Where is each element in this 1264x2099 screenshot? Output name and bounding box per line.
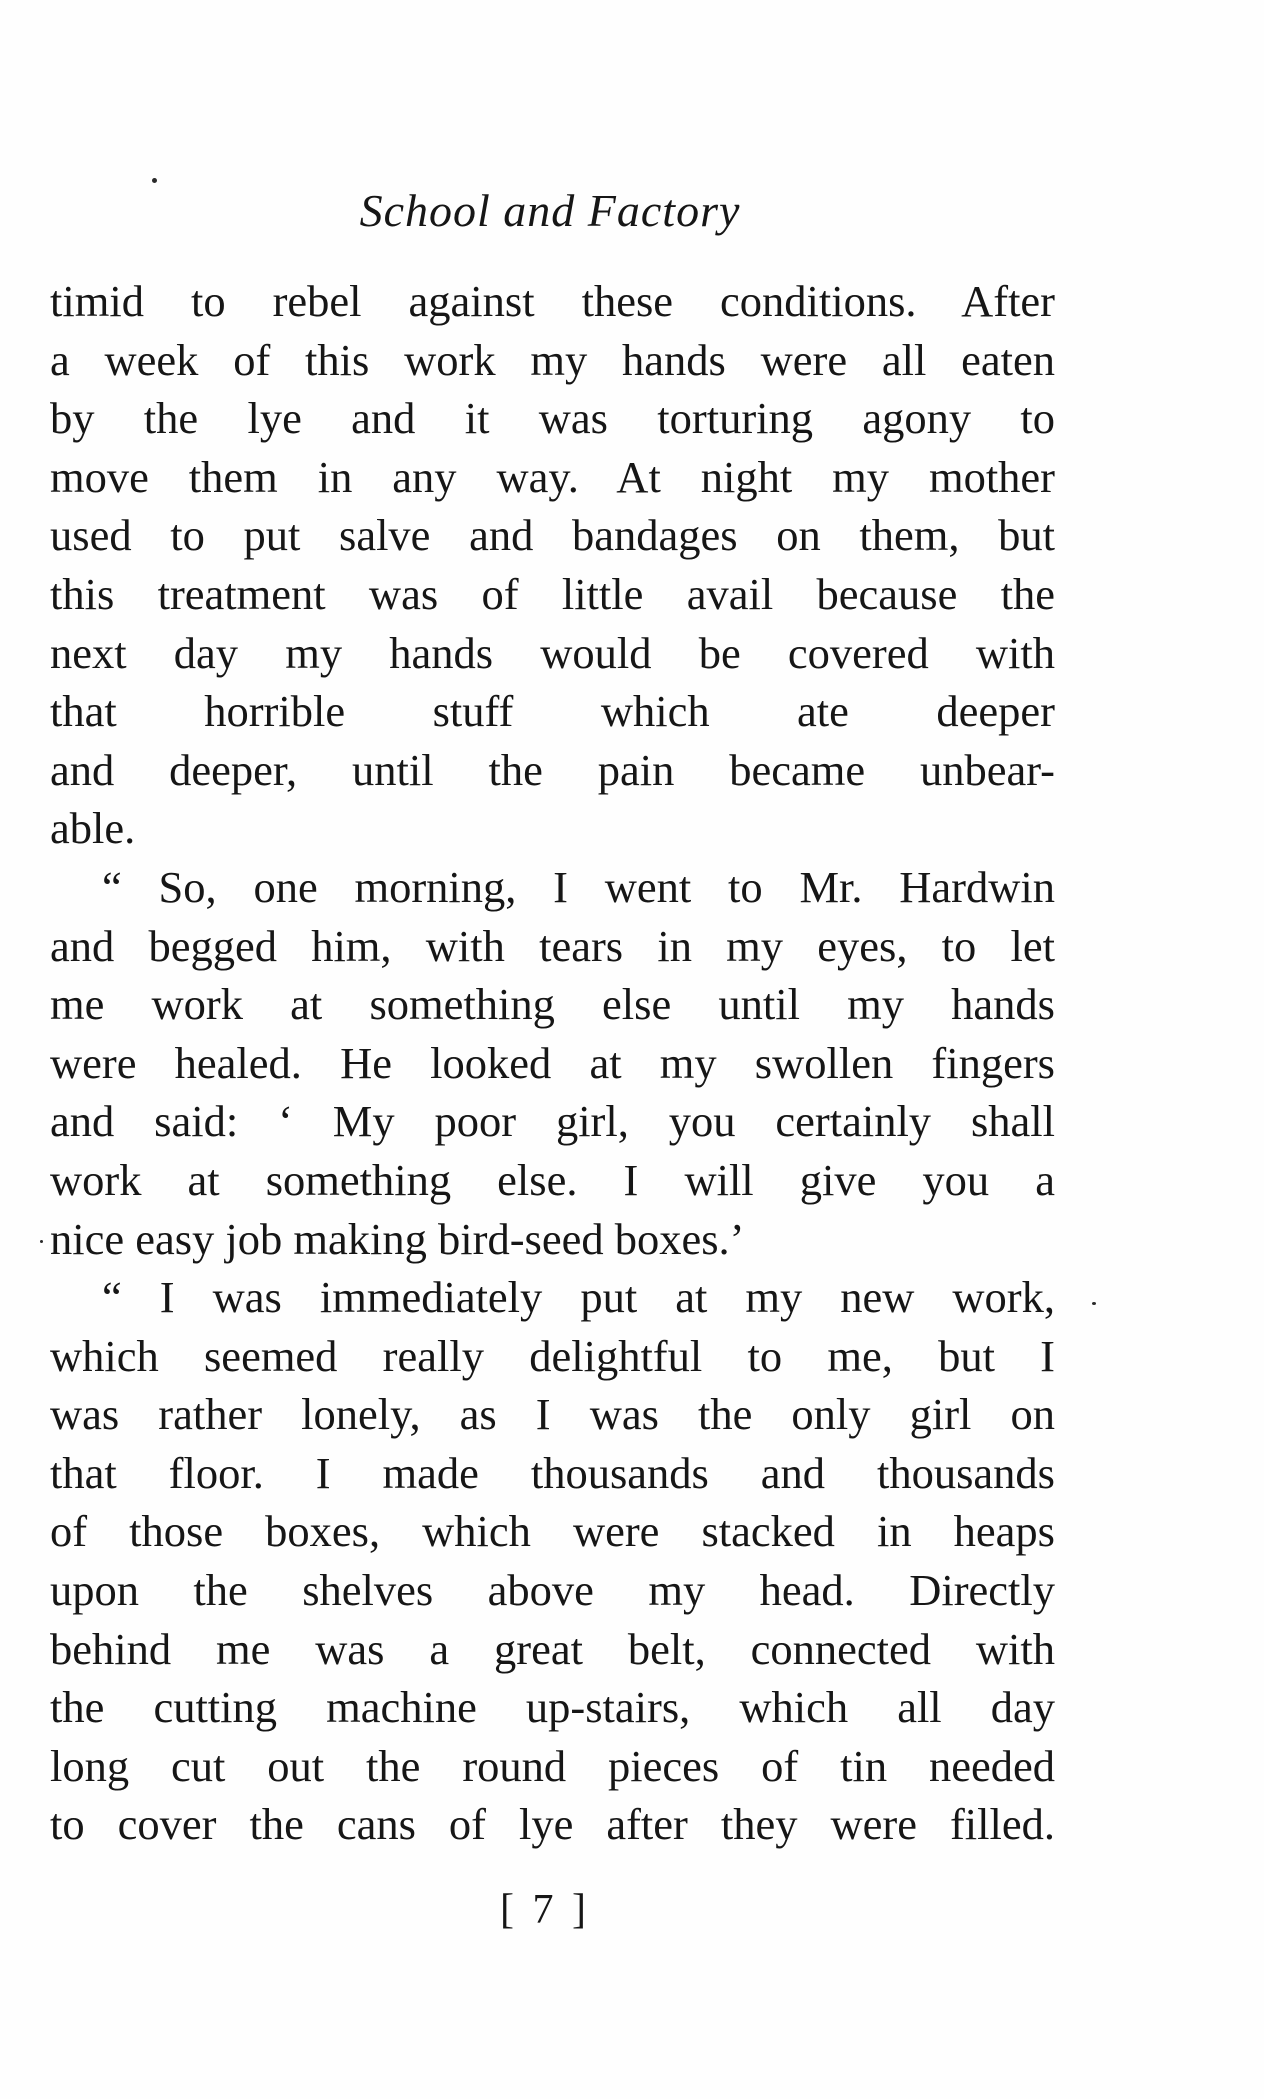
page-number: [ 7 ] [500, 1887, 590, 1933]
text-line: me work at something else until my hands [50, 979, 1055, 1030]
text-line: that horrible stuff which ate deeper [50, 686, 1055, 737]
print-speck [1092, 1302, 1096, 1305]
text-line: work at something else. I will give you a [50, 1154, 1055, 1205]
text-line: used to put salve and bandages on them, but [50, 510, 1055, 561]
print-speck [40, 1240, 43, 1243]
text-line: this treatment was of little avail because the [50, 568, 1055, 619]
text-line: that floor. I made thousands and thousands [50, 1447, 1055, 1498]
text-line: nice easy job making bird-seed boxes.’ [50, 1213, 745, 1264]
text-line: timid to rebel against these conditions. After [50, 276, 1055, 326]
running-head: School and Factory [359, 185, 741, 236]
body-text [50, 272, 1055, 1854]
text-line: move them in any way. At night my mother [50, 451, 1055, 502]
text-line: of those boxes, which were stacked in heaps [50, 1506, 1055, 1557]
text-line: which seemed really delightful to me, but I [50, 1330, 1055, 1381]
text-line: by the lye and it was torturing agony to [50, 393, 1055, 444]
text-line: upon the shelves above my head. Directly [50, 1565, 1055, 1616]
text-line: “ So, one morning, I went to Mr. Hardwin [102, 861, 1055, 912]
text-line: the cutting machine up-stairs, which all day [50, 1682, 1055, 1733]
text-line: and said: ‘ My poor girl, you certainly shall [50, 1096, 1055, 1147]
text-line: able. [50, 803, 136, 854]
text-line: to cover the cans of lye after they were filled. [50, 1799, 1055, 1850]
text-line: “ I was immediately put at my new work, [102, 1272, 1055, 1323]
text-line: was rather lonely, as I was the only girl on [50, 1389, 1055, 1440]
text-line: and deeper, until the pain became unbear- [50, 744, 1055, 795]
text-line: were healed. He looked at my swollen fingers [50, 1037, 1055, 1088]
text-line: next day my hands would be covered with [50, 627, 1055, 678]
text-line: behind me was a great belt, connected with [50, 1623, 1055, 1674]
print-speck [152, 178, 157, 183]
text-line: a week of this work my hands were all eaten [50, 334, 1055, 385]
text-line: and begged him, with tears in my eyes, to let [50, 920, 1055, 971]
text-line: long cut out the round pieces of tin needed [50, 1740, 1055, 1791]
